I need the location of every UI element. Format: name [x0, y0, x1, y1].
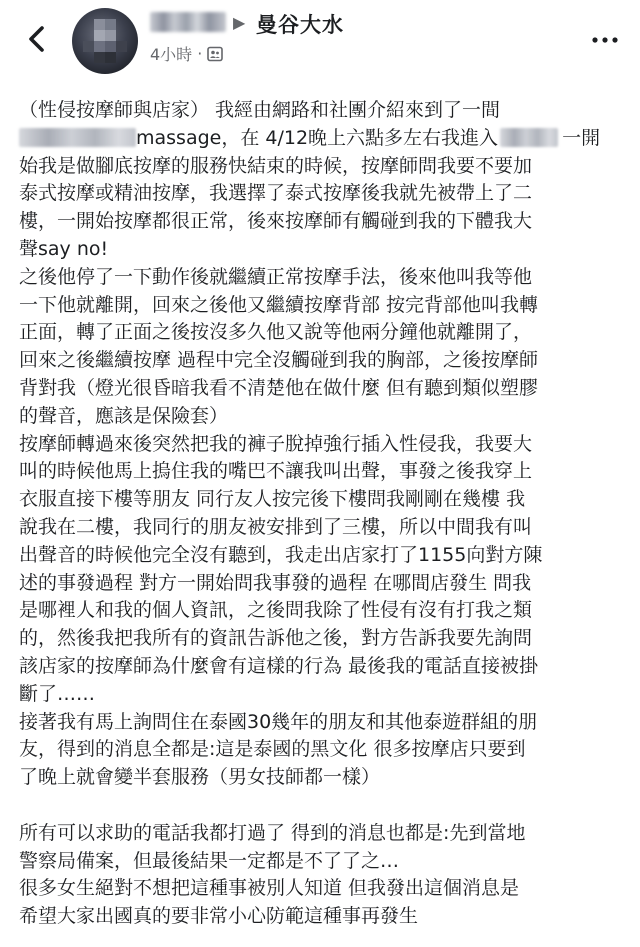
post-line: 很多女生絕對不想把這種事被別人知道 但我發出這個消息是 — [19, 877, 520, 900]
post-line: 背對我（燈光很昏暗我看不清楚他在做什麼 但有聽到類似塑膠 — [19, 376, 539, 399]
post-line: 的，然後我把我所有的資訊告訴他之後，對方告訴我要先詢問 — [19, 627, 533, 650]
redacted-shop-short — [500, 128, 558, 147]
avatar[interactable] — [72, 8, 138, 74]
post-line: 接著我有馬上詢問住在泰國30幾年的朋友和其他泰遊群組的朋 — [19, 710, 538, 733]
post-line: 始我是做腳底按摩的服務快結束的時候，按摩師問我要不要加 — [19, 154, 533, 177]
post-meta — [150, 42, 223, 65]
post-line: 正面，轉了正面之後按沒多久他又說等他兩分鐘他就離開了， — [19, 321, 533, 344]
post-header — [0, 0, 640, 80]
post-line: 泰式按摩或精油按摩，我選擇了泰式按摩後我就先被帶上了二 — [19, 182, 533, 205]
post-line: 樓，一開始按摩都很正常，後來按摩師有觸碰到我的下體我大 — [19, 210, 533, 233]
post-line: 是哪裡人和我的個人資訊，之後問我除了性侵有沒有打我之類 — [19, 599, 533, 622]
chevron-left-icon[interactable] — [20, 22, 54, 56]
meta-separator: · — [197, 44, 203, 63]
timestamp[interactable]: 4小時 — [150, 45, 193, 64]
post-line: massage，在 4/12晚上六點多左右我進入 一開 — [19, 125, 625, 153]
post-line: 了晚上就會變半套服務（男女技師都一樣） — [19, 766, 381, 789]
post-line: 說我在二樓，我同行的朋友被安排到了三樓，所以中間我有叫 — [19, 515, 533, 538]
post-line: 一下他就離開，回來之後他又繼續按摩背部 按完背部他叫我轉 — [19, 293, 539, 316]
page-name[interactable]: 曼谷大水 — [256, 13, 344, 37]
group-icon — [207, 46, 223, 62]
post-line: 出聲音的時候他完全沒有聽到，我走出店家打了1155向對方陳 — [19, 543, 543, 566]
blank-line — [19, 792, 625, 820]
post-line: 希望大家出國真的要非常小心防範這種事再發生 — [19, 905, 419, 928]
post-line: 回來之後繼續按摩 過程中完全沒觸碰到我的胸部，之後按摩師 — [19, 349, 539, 372]
post-body — [19, 97, 625, 931]
post-line: 警察局備案，但最後結果一定都是不了了之… — [19, 849, 400, 872]
post-line: 斷了…… — [19, 682, 96, 705]
post-line: 之後他停了一下動作後就繼續正常按摩手法，後來他叫我等他 — [19, 265, 533, 288]
post-line: 該店家的按摩師為什麼會有這樣的行為 最後我的電話直接被掛 — [19, 654, 539, 677]
author-name-redacted[interactable] — [150, 12, 226, 32]
redacted-shop-name — [19, 128, 136, 147]
post-line: 述的事發過程 對方一開始問我事發的過程 在哪間店發生 問我 — [19, 571, 532, 594]
post-line: 衣服直接下樓等朋友 同行友人按完後下樓問我剛剛在幾樓 我 — [19, 488, 526, 511]
post-line: 友，得到的消息全都是:這是泰國的黑文化 很多按摩店只要到 — [19, 738, 526, 761]
post-line: 所有可以求助的電話我都打過了 得到的消息也都是:先到當地 — [19, 821, 526, 844]
post-line: 叫的時候他馬上摀住我的嘴巴不讓我叫出聲，事發之後我穿上 — [19, 460, 533, 483]
arrow-right-icon: ▶ — [233, 13, 246, 32]
post-line: 聲say no! — [19, 237, 109, 260]
post-line: 的聲音，應該是保險套） — [19, 404, 229, 427]
post-line: （性侵按摩師與店家） 我經由網路和社團介紹來到了一間 — [19, 99, 501, 121]
post-line: 按摩師轉過來後突然把我的褲子脫掉強行插入性侵我，我要大 — [19, 432, 533, 455]
more-dots-icon[interactable] — [590, 30, 620, 50]
